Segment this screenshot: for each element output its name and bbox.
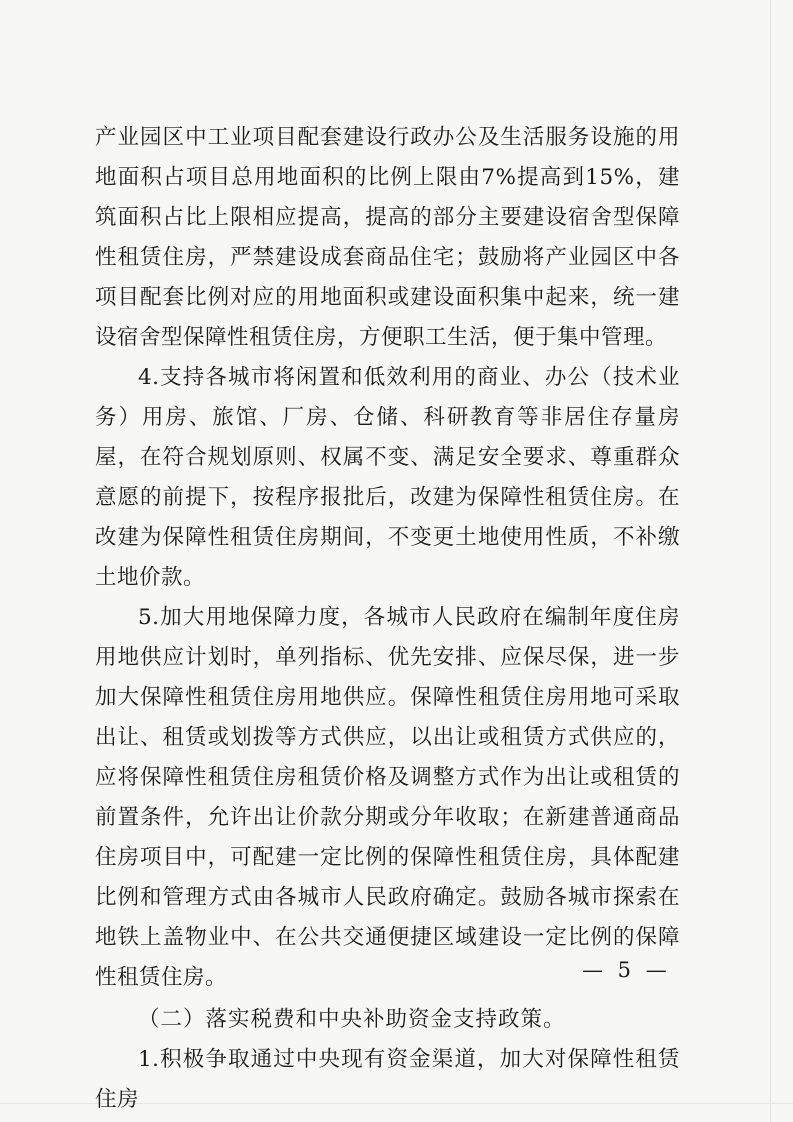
paragraph-item-1: 1.积极争取通过中央现有资金渠道，加大对保障性租赁住房 [95,1047,680,1112]
section-heading-tax: （二）落实税费和中央补助资金支持政策。 [138,1007,566,1032]
page-number: — 5 — [582,958,671,982]
paragraph-item-5: 5.加大用地保障力度，各城市人民政府在编制年度住房用地供应计划时，单列指标、优先安排、应保尽保，进一步加大保障性租赁住房用地供应。保障性租赁住房用地可采取出让、租赁或划拨等方式供应，以出让或租赁方式供应的，应将保障性租赁住房租赁价格及调整方式作为出让或租赁的前置条件，允许出让价款分期或分年收取；在新建普通商品住房项目中，可配建一定比例的保障性租赁住房，具体配建比例和管理方式由各城市人民政府确定。鼓励各城市探索在地铁上盖物业中、在公共交通便捷区域建设一定比例的保障性租赁住房。 [95,605,680,990]
page-edge-line [770,0,771,1122]
paragraph-industrial-park: 产业园区中工业项目配套建设行政办公及生活服务设施的用地面积占项目总用地面积的比例上限由7%提高到15%，建筑面积占比上限相应提高，提高的部分主要建设宿舍型保障性租赁住房，严禁建设成套商品住宅；鼓励将产业园区中各项目配套比例对应的用地面积或建设面积集中起来，统一建设宿舍型保障性租赁住房，方便职工生活，便于集中管理。 [95,125,680,350]
paragraph-item-4: 4.支持各城市将闲置和低效利用的商业、办公（技术业务）用房、旅馆、厂房、仓储、科研教育等非居住存量房屋，在符合规划原则、权属不变、满足安全要求、尊重群众意愿的前提下，按程序报批后，改建为保障性租赁住房。在改建为保障性租赁住房期间，不变更土地使用性质，不补缴土地价款。 [95,365,680,590]
